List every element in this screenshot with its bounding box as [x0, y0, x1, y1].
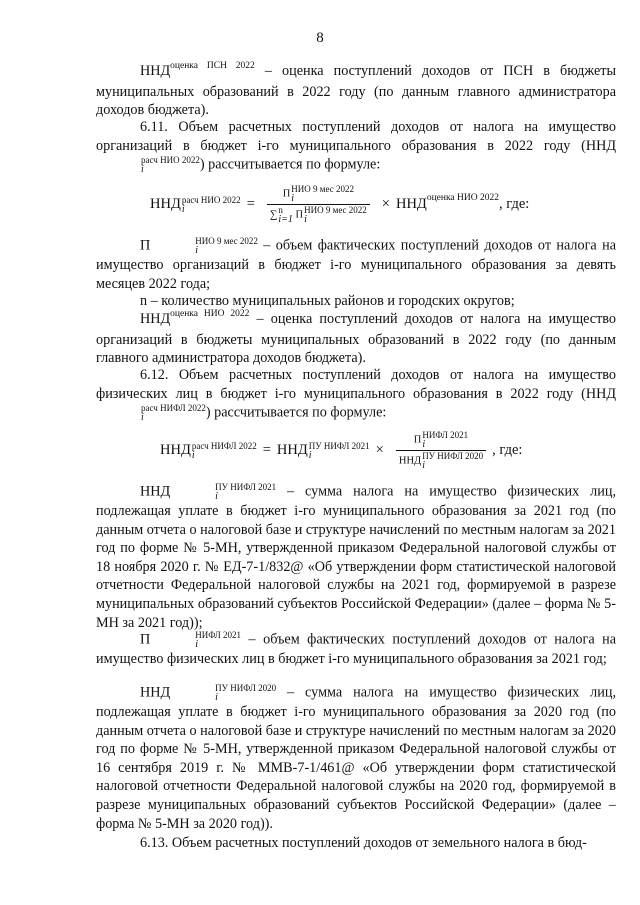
page-number: 8 [316, 30, 324, 46]
paragraph-psn-estimate: $ННД^{оценка ПСН 2022}$ – оценка поступлений доходов от ПСН в бюджеты муниципальных образований в 2022 году (по данным главного администратора доходов бюджета). [96, 61, 616, 119]
paragraph-nio-actual: П НИО 9 мес 2022 i – объем фактических поступлений доходов от налога на имущество организаций в бюджет i-го муниципального образования за девять месяцев 2022 года; [96, 236, 616, 292]
paragraph-nifl-2020-due: ННД ПУ НИФЛ 2020 i – сумма налога на имущество физических лиц, подлежащая уплате в бюджет i-го муниципального образования за 2020 год (по данным отчета о налоговой базе и структуре начислений по местным налогам за 2020 год по форме № 5-МН, утвержденной приказом Федеральной налоговой службы от 16 сентября 2019 г. № ММВ-7-1/461@ «Об утверждении форм статистической налоговой отчетности Федеральной налоговой службы на 2020 год, формируемой в разрезе муниципальных образований субъектов Российской Федерации» (далее – форма № 5-МН за 2020 год)). [96, 683, 616, 832]
paragraph-nio-estimate: $ННД^{оценка НИО 2022}$ – оценка поступлений доходов от налога на имущество организаций в бюджеты муниципальных образований в 2022 году (по данным главного администратора доходов бюджета). [96, 309, 617, 367]
paragraph-6-12: 6.12. Объем расчетных поступлений доходов от налога на имущество физических лиц в бюджет i-го муниципального образования в 2022 году (ННД расч НИФЛ 2022 i ) рассчитывается по формуле: [96, 367, 616, 424]
formula-nifl-fraction: П НИФЛ 2021 i ННД ПУ НИФЛ 2020 i [396, 430, 486, 471]
paragraph-n-definition: n – количество муниципальных районов и городских округов; [140, 293, 515, 309]
formula-nifl: ННД расч НИФЛ 2022 i = ННД ПУ НИФЛ 2021 i × П НИФЛ 2021 i ННД ПУ НИФЛ 2020 i , где: [160, 430, 523, 471]
paragraph-nifl-2021-due: ННД ПУ НИФЛ 2021 i – сумма налога на имущество физических лиц, подлежащая уплате в бюджет i-го муниципального образования за 2021 год (по данным отчета о налоговой базе и структуре начислений по местным налогам за 2021 год по форме № 5-МН, утвержденной приказом Федеральной налоговой службы от 18 ноября 2020 г. № ЕД-7-1/832@ «Об утверждении форм статистической налоговой отчетности Федеральной налоговой службы на 2021 год, формируемой в разрезе муниципальных образований субъектов Российской Федерации» (далее – форма № 5-МН за 2021 год)); [96, 482, 616, 631]
paragraph-6-11: 6.11. Объем расчетных поступлений доходов от налога на имущество организаций в бюджет i-го муниципального образования в 2022 году (ННД расч НИО 2022 i ) рассчитывается по формуле: [96, 119, 616, 176]
formula-nio-fraction: П НИО 9 мес 2022 i ∑ n i=1 П НИО 9 мес 2022 i [267, 184, 370, 225]
paragraph-6-13: 6.13. Объем расчетных поступлений доходов от земельного налога в бюд- [140, 835, 587, 851]
formula-nio: ННД расч НИО 2022 i = П НИО 9 мес 2022 i ∑ n i=1 П НИО 9 мес 2022 i × ННД оценка НИО 2022 , где: [150, 184, 530, 225]
paragraph-nifl-2021-actual: П НИФЛ 2021 i – объем фактических поступлений доходов от налога на имущество физических лиц в бюджет i-го муниципального образования за 2021 год; [96, 630, 616, 667]
